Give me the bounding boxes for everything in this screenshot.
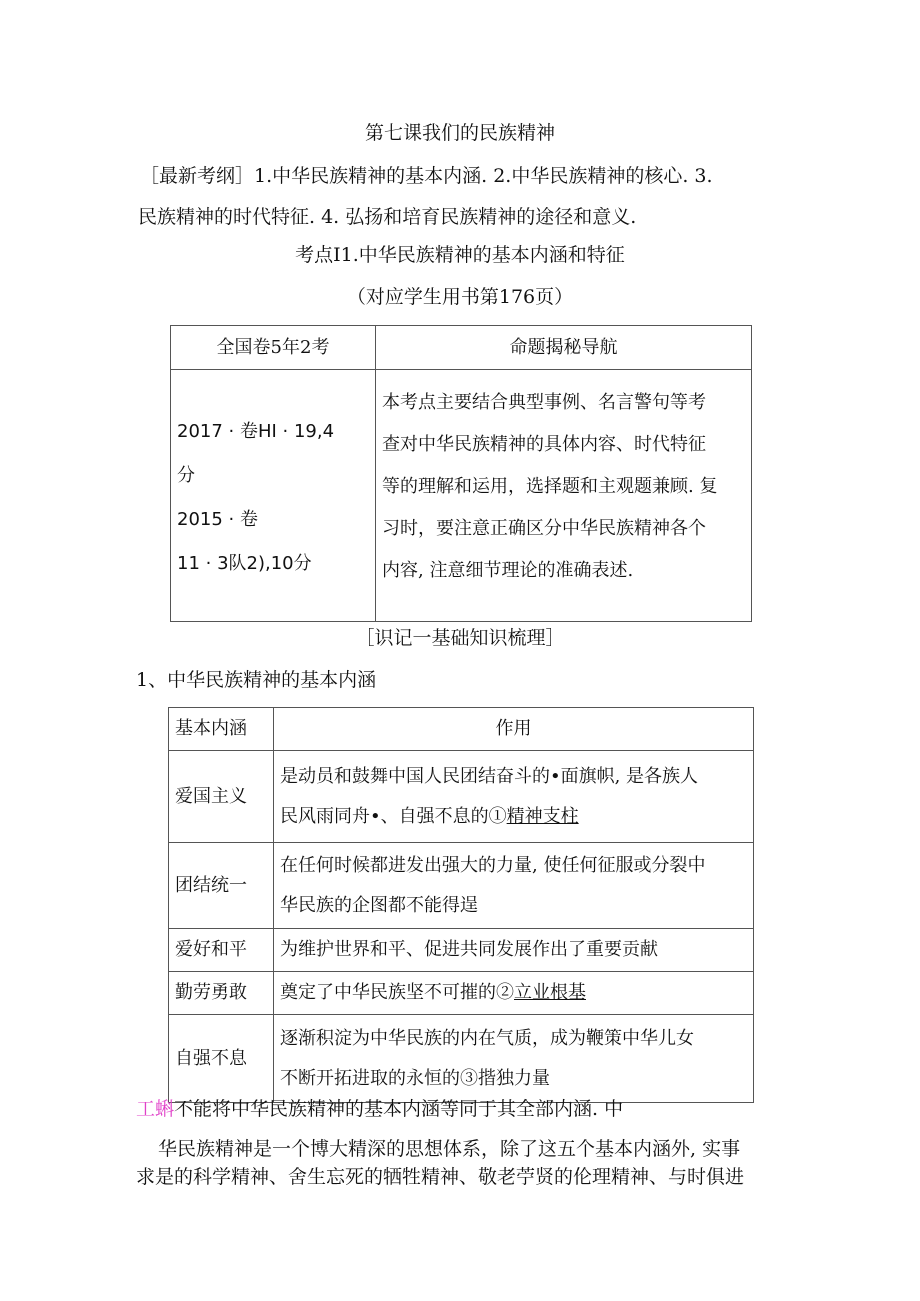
role-cell <box>274 1015 754 1103</box>
role-line: 不断开拓进取的永恒的③揩独力量 <box>280 1067 550 1089</box>
guide-line: 查对中华民族精神的具体内容、时代特征 <box>382 434 706 455</box>
guide-line: 习时，要注意正确区分中华民族精神各个 <box>382 518 706 539</box>
role-text: 民风雨同舟•、自强不息的① <box>280 805 507 827</box>
exam-year-line: 分 <box>177 465 195 486</box>
content-table <box>168 707 754 1103</box>
exam-years-cell <box>171 370 376 622</box>
outline-line-1: ［最新考纲］1.中华民族精神的基本内涵. 2.中华民族精神的核心. 3. <box>140 165 713 187</box>
paragraph-line-1: 华民族精神是一个博大精深的思想体系，除了这五个基本内涵外, 实事 <box>158 1138 741 1160</box>
paragraph-line-2: 求是的科学精神、舍生忘死的牺牲精神、敬老苧贤的伦理精神、与时俱进 <box>136 1166 745 1188</box>
exam-guide-cell <box>376 370 752 622</box>
exam-year-line: 11 · 3队2),10分 <box>177 553 312 574</box>
concept-cell: 团结统一 <box>169 843 274 929</box>
role-line: 是动员和鼓舞中国人民团结奋斗的•面旗帜, 是各族人 <box>280 765 699 787</box>
outline-line-2: 民族精神的时代特征. 4. 弘扬和培育民族精神的途径和意义. <box>138 206 637 228</box>
note-text: 不能将中华民族精神的基本内涵等同于其全部内涵. 中 <box>174 1098 624 1120</box>
exam-header-left: 全国卷5年2考 <box>171 326 376 370</box>
exam-header-right: 命题揭秘导航 <box>376 326 752 370</box>
page-reference: （对应学生用书第176页） <box>346 286 574 308</box>
concept-cell: 勤劳勇敢 <box>169 972 274 1015</box>
exam-year-line: 2015 · 卷 <box>177 509 258 530</box>
role-line <box>280 797 747 837</box>
note-mark: 工蝌 <box>136 1098 175 1120</box>
section-label: ［识记一基础知识梳理］ <box>355 627 565 649</box>
content-header-concept: 基本内涵 <box>169 708 274 751</box>
role-text: 奠定了中华民族坚不可摧的② <box>280 982 514 1003</box>
item-heading: 1、中华民族精神的基本内涵 <box>136 669 377 691</box>
concept-cell: 爱好和平 <box>169 929 274 972</box>
role-cell <box>274 972 754 1015</box>
role-cell: 为维护世界和平、促进共同发展作出了重要贡献 <box>274 929 754 972</box>
answer-blank: 精神支柱 <box>506 805 579 827</box>
guide-line: 等的理解和运用，选择题和主观题兼顾. 复 <box>382 476 718 497</box>
role-cell <box>274 751 754 843</box>
role-cell <box>274 843 754 929</box>
role-line: 在任何时候都进发出强大的力量, 使任何征服或分裂中 <box>280 854 706 876</box>
exam-year-line: 2017 · 卷HI · 19,4 <box>177 421 335 442</box>
exam-table <box>170 325 752 622</box>
role-line: 逐渐积淀为中华民族的内在气质，成为鞭策中华儿女 <box>280 1027 694 1049</box>
content-header-role: 作用 <box>274 708 754 751</box>
answer-blank: 立业根基 <box>514 982 586 1003</box>
guide-line: 内容, 注意细节理论的准确表述. <box>382 560 634 581</box>
note-line <box>136 1096 623 1122</box>
concept-cell: 自强不息 <box>169 1015 274 1103</box>
point-heading: 考点I1.中华民族精神的基本内涵和特征 <box>295 244 625 266</box>
guide-line: 本考点主要结合典型事例、名言警句等考 <box>382 392 706 413</box>
concept-cell: 爱国主义 <box>169 751 274 843</box>
role-line: 华民族的企图都不能得逞 <box>280 894 478 916</box>
page-title: 第七课我们的民族精神 <box>364 122 555 144</box>
